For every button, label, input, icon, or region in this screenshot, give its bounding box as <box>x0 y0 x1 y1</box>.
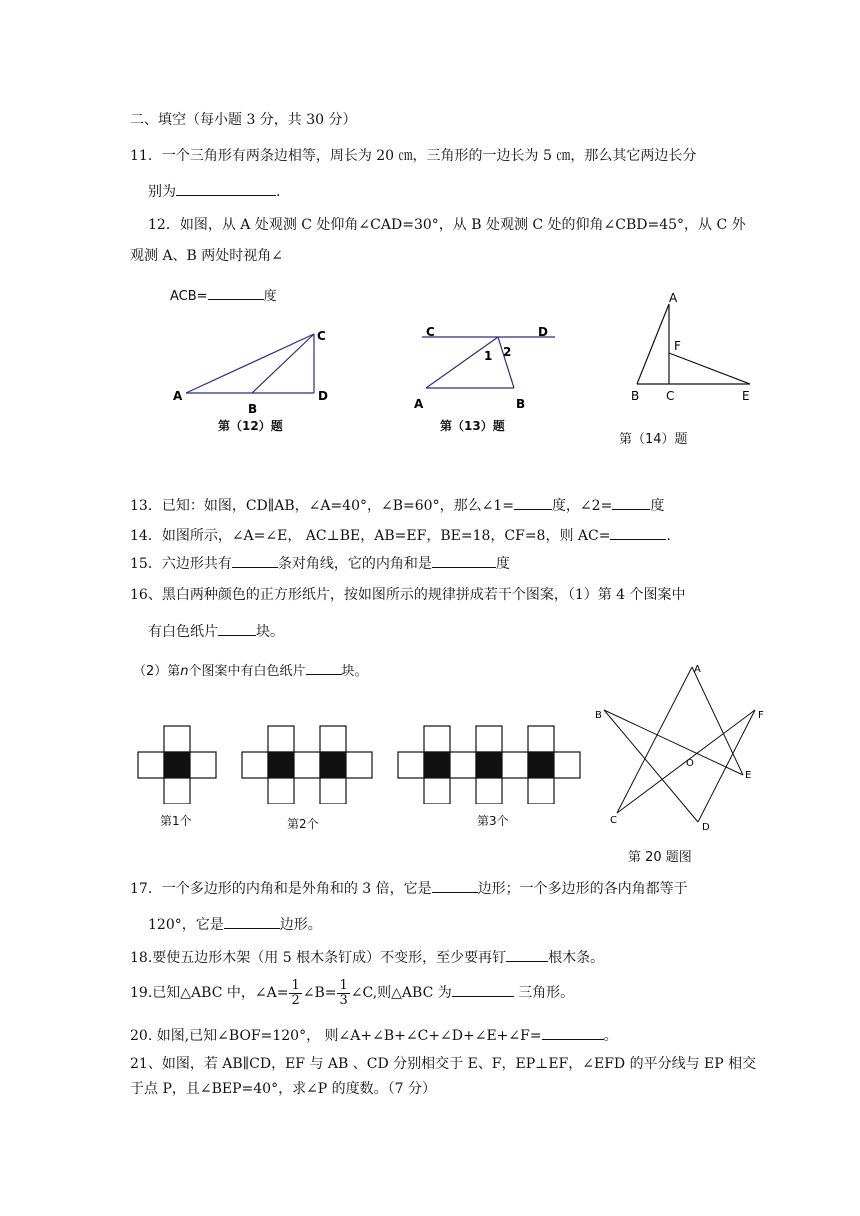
fig14-label-a: A <box>669 291 678 305</box>
q21-line2: 于点 P，且∠BEP=40°，求∠P 的度数。（7 分） <box>130 1081 437 1097</box>
pattern-figures <box>136 724 586 804</box>
q16-line3 <box>133 660 368 681</box>
q16-blank-2 <box>306 660 342 675</box>
fig20-line-be <box>604 710 743 775</box>
fig14-label-e: E <box>742 389 750 403</box>
fig20-label-a: A <box>694 664 701 675</box>
fig12-caption: 第（12）题 <box>218 419 283 433</box>
q17-p1: 17．一个多边形的内角和是外角和的 3 倍，它是 <box>130 881 432 897</box>
p1-white-top <box>164 726 190 752</box>
q16-line3c: 块。 <box>341 664 368 679</box>
q19-p1: 19.已知△ABC 中，∠A= <box>130 985 289 1001</box>
q16-line3n: n <box>180 664 189 679</box>
q19-half-numerator: 1 <box>291 977 300 993</box>
fig20-label-c: C <box>610 815 617 826</box>
q14-blank <box>610 525 666 540</box>
fig20-line-ac <box>617 667 692 813</box>
fig12-label-d: D <box>318 389 328 403</box>
pattern-2-caption: 第2个 <box>287 817 319 831</box>
q16-blank-1 <box>218 621 256 636</box>
q19-p2: ∠B= <box>302 985 337 1001</box>
q13-blank-2 <box>612 495 650 510</box>
figure-14 <box>622 290 762 405</box>
q12-acb-unit: 度 <box>263 289 277 304</box>
q13-line <box>130 495 664 515</box>
p1-white-right <box>190 752 216 778</box>
figure-12 <box>168 325 338 415</box>
q17-line2 <box>148 914 322 934</box>
q19-fraction-half <box>289 979 301 1008</box>
q18-p1: 18.要使五边形木架（用 5 根木条钉成）不变形，至少要再钉 <box>130 950 507 966</box>
fig14-line-ab <box>637 304 669 384</box>
section-title: 二、填空（每小题 3 分，共 30 分） <box>130 112 357 128</box>
q20-blank <box>542 1025 604 1040</box>
q15-blank-1 <box>232 553 278 568</box>
q15-p3: 度 <box>495 556 510 572</box>
q11-cont: 别为 <box>148 184 176 200</box>
fig14-label-c: C <box>666 389 675 403</box>
q20-p1: 20. 如图,已知∠BOF=120°， 则∠A+∠B+∠C+∠D+∠E+∠F= <box>130 1028 542 1044</box>
q19-fraction-third <box>337 979 349 1008</box>
fig14-caption: 第（14）题 <box>619 432 688 447</box>
figure-13 <box>410 320 560 412</box>
fig20-label-b: B <box>595 710 602 721</box>
fig12-label-c: C <box>317 329 326 343</box>
q11-answer-blank <box>176 181 276 196</box>
q16-line2a: 有白色纸片 <box>148 624 218 640</box>
fig13-angle-2: 2 <box>503 345 512 359</box>
q14-line <box>130 525 671 545</box>
q14-p2: . <box>666 528 671 544</box>
q16-line2b: 块。 <box>256 624 284 640</box>
q12-acb-label: ACB= <box>170 289 208 304</box>
q12-line2: 观测 A、B 两处时视角∠ <box>130 248 284 264</box>
figure-20 <box>590 660 780 840</box>
q17-p3: 120°，它是 <box>148 917 224 933</box>
q19-p4: 三角形。 <box>518 985 575 1001</box>
fig12-label-b: B <box>248 402 258 415</box>
fig12-line-bc <box>252 334 314 393</box>
fig20-caption: 第 20 题图 <box>628 850 692 865</box>
q11-line1: 11．一个三角形有两条边相等，周长为 20 ㎝，三角形的一边长为 5 ㎝，那么其它两边长分 <box>130 148 697 164</box>
q15-p2: 条对角线，它的内角和是 <box>277 556 432 572</box>
q15-blank-2 <box>432 553 496 568</box>
fig13-label-c: C <box>426 325 435 339</box>
q16-line2 <box>148 621 284 641</box>
q18-line <box>130 947 604 967</box>
fig14-label-b: B <box>631 389 640 403</box>
pattern-1-caption: 第1个 <box>160 814 192 828</box>
fig20-label-f: F <box>758 710 764 721</box>
fig12-line-ac <box>186 334 314 393</box>
q12-answer-blank <box>208 285 264 300</box>
q19-third-denominator: 3 <box>339 992 348 1008</box>
fig20-label-e: E <box>745 770 752 781</box>
p1-white-left <box>138 752 164 778</box>
fig20-line-bd <box>604 710 698 822</box>
q15-p1: 15．六边形共有 <box>130 556 232 572</box>
q19-p3: ∠C,则△ABC 为 <box>350 985 452 1001</box>
fig20-line-ae <box>692 667 743 775</box>
fig12-label-a: A <box>173 389 183 403</box>
q13-p2: 度，∠2= <box>551 498 613 514</box>
q14-p1: 14．如图所示，∠A=∠E， AC⊥BE，AB=EF，BE=18，CF=8，则 AC= <box>130 528 611 544</box>
p1-black <box>164 752 190 778</box>
q18-p2: 根木条。 <box>548 950 605 966</box>
pattern-3-caption: 第3个 <box>477 814 509 828</box>
fig14-line-fe <box>669 353 750 384</box>
fig20-label-o: O <box>686 758 694 769</box>
q11-line2 <box>148 181 280 201</box>
fig13-label-b: B <box>516 397 526 411</box>
q19-half-denominator: 2 <box>291 992 300 1008</box>
q18-blank <box>506 947 548 962</box>
fig13-label-d: D <box>538 325 548 339</box>
q17-blank-1 <box>432 878 478 893</box>
fig13-angle-1: 1 <box>484 349 493 363</box>
q21-line1: 21、如图，若 AB∥CD，EF 与 AB 、CD 分别相交于 E、F，EP⊥EF，∠EFD 的平分线与 EP 相交 <box>130 1056 757 1072</box>
q17-blank-2 <box>224 914 280 929</box>
q11-end: . <box>276 184 281 200</box>
q17-p4: 边形。 <box>279 917 322 933</box>
fig13-label-a: A <box>414 397 424 411</box>
q19-blank <box>452 982 514 997</box>
q13-blank-1 <box>514 495 552 510</box>
q20-p2: 。 <box>603 1028 618 1044</box>
q17-line1 <box>130 878 688 898</box>
q16-line3b: 个图案中有白色纸片 <box>188 664 306 679</box>
q19-third-numerator: 1 <box>339 977 348 993</box>
q12-acb <box>170 285 277 306</box>
p1-white-bottom <box>164 778 190 804</box>
q20-line <box>130 1025 618 1045</box>
q13-p3: 度 <box>650 498 665 514</box>
q13-p1: 13．已知：如图，CD∥AB，∠A=40°，∠B=60°，那么∠1= <box>130 498 514 514</box>
q12-line1: 12．如图，从 A 处观测 C 处仰角∠CAD=30°，从 B 处观测 C 处的仰角∠CBD=45°，从 C 外 <box>148 217 746 233</box>
fig20-line-fd <box>698 710 755 822</box>
fig13-caption: 第（13）题 <box>440 419 505 433</box>
q19-line <box>130 976 574 1010</box>
q16-line3a: （2）第 <box>133 664 181 679</box>
q15-line <box>130 553 510 573</box>
q17-p2: 边形；一个多边形的各内角都等于 <box>477 881 688 897</box>
fig14-label-f: F <box>674 339 681 353</box>
fig20-label-d: D <box>702 822 710 833</box>
q16-line1: 16、黑白两种颜色的正方形纸片，按如图所示的规律拼成若干个图案，（1）第 4 个图案中 <box>130 587 686 603</box>
